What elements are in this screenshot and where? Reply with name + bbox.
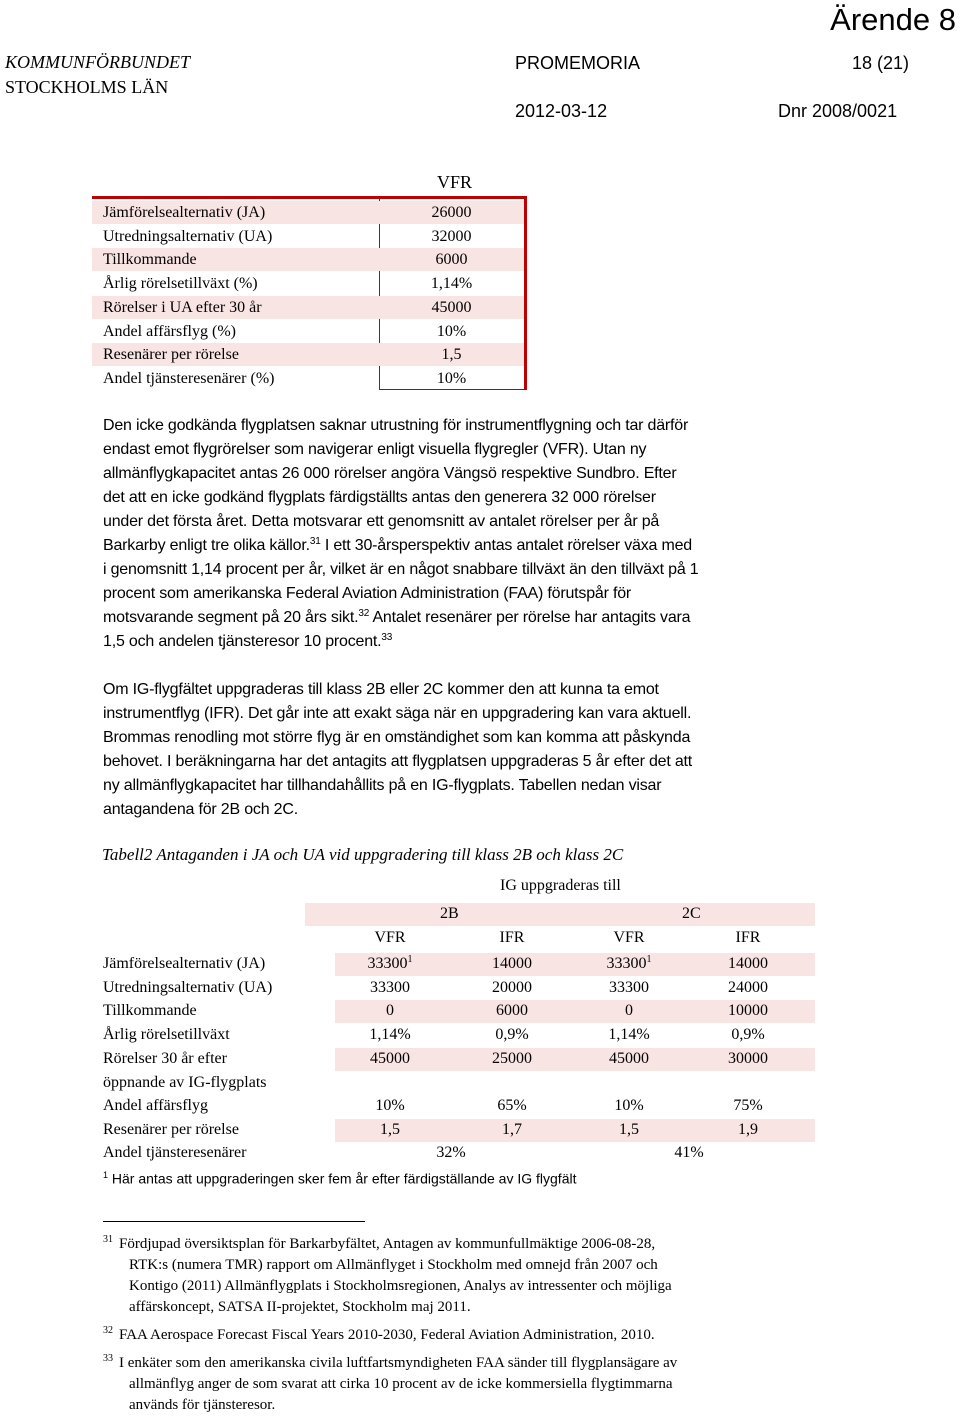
table-row bbox=[92, 248, 524, 272]
agenda-item-label: Ärende 8 bbox=[830, 2, 956, 37]
vfr-assumptions-table bbox=[92, 170, 528, 392]
column-header: IFR bbox=[735, 929, 761, 946]
table-caption: Tabell2 Antaganden i JA och UA vid uppgradering till klass 2B och klass 2C bbox=[102, 845, 624, 864]
footnote-line: I enkäter som den amerikanska civila luftfartsmyndigheten FAA sänder till flygplansägare av bbox=[119, 1355, 678, 1371]
paragraph-line bbox=[103, 630, 823, 654]
table-cell bbox=[570, 1050, 688, 1068]
table-row bbox=[92, 343, 524, 367]
footnote-ref: 1 bbox=[407, 954, 413, 965]
page-number: 18 (21) bbox=[852, 53, 910, 73]
paragraph-line: endast emot flygrörelser som navigerar enligt visuella flygregler (VFR). Utan ny bbox=[103, 441, 647, 458]
cell-value: 1,5 bbox=[380, 1120, 400, 1138]
table-cell bbox=[689, 1121, 807, 1139]
table-cell bbox=[331, 1050, 449, 1068]
row-label: Resenärer per rörelse bbox=[103, 346, 239, 364]
merged-cell: 41% bbox=[674, 1144, 704, 1162]
class-2b-header: 2B bbox=[440, 905, 459, 922]
table-row bbox=[92, 296, 524, 320]
table-cell bbox=[453, 1026, 571, 1044]
footnote-line: Fördjupad översiktsplan för Barkarbyfältet, Antagen av kommunfullmäktige 2006-08-28, bbox=[119, 1236, 656, 1252]
cell-value: 1,7 bbox=[502, 1120, 522, 1138]
table-cell bbox=[331, 1121, 449, 1139]
cell-value: 14000 bbox=[728, 955, 768, 972]
row-value: 10% bbox=[436, 322, 467, 340]
footnote-number: 31 bbox=[103, 1234, 113, 1245]
footnote-number: 33 bbox=[103, 1353, 113, 1364]
cell-value: 30000 bbox=[728, 1049, 768, 1067]
row-label: Tillkommande bbox=[103, 251, 197, 269]
footnote-ref-33[interactable]: 33 bbox=[381, 632, 393, 643]
document-reference: Dnr 2008/0021 bbox=[778, 101, 898, 121]
text-run: 1,5 och andelen tjänsteresor 10 procent. bbox=[103, 633, 382, 650]
paragraph-line bbox=[103, 606, 823, 630]
row-value: 32000 bbox=[431, 227, 472, 245]
table-cell bbox=[453, 1050, 571, 1068]
row-value: 45000 bbox=[431, 298, 472, 316]
paragraph-line: allmänflygkapacitet antas 26 000 rörelser angöra Vängsö respektive Sundbro. Efter bbox=[103, 465, 677, 482]
row-label: Tillkommande bbox=[103, 1002, 197, 1020]
table-row bbox=[92, 272, 524, 296]
row-label: Utredningsalternativ (UA) bbox=[103, 978, 273, 996]
cell-value: 75% bbox=[733, 1096, 763, 1114]
row-label: Andel affärsflyg bbox=[103, 1096, 208, 1114]
paragraph-vfr-assumptions bbox=[103, 414, 823, 654]
row-label: Årlig rörelsetillväxt (%) bbox=[103, 275, 258, 293]
cell-value: 33300 bbox=[370, 978, 410, 996]
footnote-ref-32[interactable]: 32 bbox=[358, 608, 370, 619]
table-cell bbox=[689, 1097, 807, 1115]
group-header: IG uppgraderas till bbox=[500, 877, 621, 894]
cell-value: 10% bbox=[614, 1096, 644, 1114]
footnote-ref-31[interactable]: 31 bbox=[309, 536, 321, 547]
row-value: 1,14% bbox=[430, 275, 473, 293]
table-cell bbox=[689, 955, 807, 973]
table-cell bbox=[453, 1121, 571, 1139]
paragraph-line: Om IG-flygfältet uppgraderas till klass 2B eller 2C kommer den att kunna ta emot bbox=[103, 681, 659, 698]
row-label: Andel tjänsteresenärer bbox=[103, 1144, 247, 1162]
paragraph-line: i genomsnitt 1,14 procent per år, vilket är en något snabbare tillväxt än den tillväxt på 1 bbox=[103, 561, 699, 578]
paragraph-line: behovet. I beräkningarna har det antagits att flygplatsen uppgraderas 5 år efter det att bbox=[103, 753, 693, 770]
upgrade-assumptions-table bbox=[95, 875, 815, 1165]
document-type: PROMEMORIA bbox=[515, 53, 641, 73]
text-run: motsvarande segment på 20 års sikt. bbox=[103, 609, 359, 626]
row-label: Jämförelsealternativ (JA) bbox=[103, 955, 266, 972]
row-label: Jämförelsealternativ (JA) bbox=[103, 204, 266, 221]
cell-value: 20000 bbox=[492, 978, 532, 996]
footnote-separator bbox=[103, 1221, 365, 1222]
footnote-line: RTK:s (numera TMR) rapport om Allmänflyget i Stockholm med omnejd från 2007 och bbox=[129, 1257, 658, 1273]
row-label: Andel tjänsteresenärer (%) bbox=[103, 369, 275, 387]
table-cell bbox=[689, 1002, 807, 1020]
paragraph-line: instrumentflyg (IFR). Det går inte att exakt säga när en uppgradering kan vara aktuell. bbox=[103, 705, 692, 722]
column-header: VFR bbox=[374, 929, 406, 946]
cell-value: 1,14% bbox=[369, 1026, 411, 1044]
table-cell bbox=[689, 1026, 807, 1044]
row-value: 10% bbox=[436, 369, 467, 387]
row-value: 6000 bbox=[435, 251, 468, 269]
footnote-line: Kontigo (2011) Allmänflygplats i Stockholmsregionen, Analys av intressenter och möjliga bbox=[129, 1278, 672, 1294]
cell-value: 1,9 bbox=[738, 1120, 758, 1138]
table-cell bbox=[331, 955, 449, 973]
table-cell bbox=[331, 979, 449, 997]
cell-value: 24000 bbox=[728, 978, 768, 996]
table-cell bbox=[453, 1097, 571, 1115]
table-cell bbox=[331, 1002, 449, 1020]
cell-value: 33300 bbox=[367, 955, 408, 972]
row-label-continued: öppnande av IG-flygplats bbox=[103, 1073, 267, 1091]
row-label: Rörelser 30 år efter bbox=[103, 1049, 227, 1067]
table-cell bbox=[570, 979, 688, 997]
table-cell bbox=[331, 1026, 449, 1044]
table-cell bbox=[453, 979, 571, 997]
column-header: VFR bbox=[613, 929, 645, 946]
table-cell bbox=[689, 1050, 807, 1068]
table-row bbox=[92, 201, 524, 225]
table-cell bbox=[453, 955, 571, 973]
table-row bbox=[92, 225, 524, 249]
paragraph-line: ny allmänflygkapacitet har tillhandahållits på en IG-flygplats. Tabellen nedan visar bbox=[103, 777, 662, 794]
footnote-line: FAA Aerospace Forecast Fiscal Years 2010-2030, Federal Aviation Administration, 2010. bbox=[119, 1327, 655, 1343]
text-run: Antalet resenärer per rörelse har antagits vara bbox=[369, 609, 691, 626]
row-value: 26000 bbox=[431, 204, 472, 221]
row-label: Utredningsalternativ (UA) bbox=[103, 227, 273, 245]
cell-value: 0,9% bbox=[495, 1026, 529, 1044]
table-cell bbox=[453, 1002, 571, 1020]
paragraph-line: Den icke godkända flygplatsen saknar utrustning för instrumentflygning och tar därför bbox=[103, 417, 689, 434]
cell-value: 1,14% bbox=[608, 1026, 650, 1044]
cell-value: 10% bbox=[375, 1096, 405, 1114]
footnote-line: används för tjänsteresor. bbox=[129, 1397, 276, 1413]
row-label: Årlig rörelsetillväxt bbox=[103, 1026, 230, 1044]
cell-value: 45000 bbox=[609, 1049, 649, 1067]
paragraph-line bbox=[103, 534, 823, 558]
table-cell bbox=[689, 979, 807, 997]
row-value: 1,5 bbox=[441, 346, 462, 364]
row-label: Resenärer per rörelse bbox=[103, 1120, 239, 1138]
table-cell bbox=[331, 1097, 449, 1115]
document-date: 2012-03-12 bbox=[515, 101, 608, 121]
cell-value: 1,5 bbox=[619, 1120, 639, 1138]
cell-value: 10000 bbox=[728, 1002, 768, 1020]
cell-value: 25000 bbox=[492, 1049, 532, 1067]
table-cell bbox=[570, 1097, 688, 1115]
footnote-ref: 1 bbox=[646, 954, 652, 965]
organization-name-line2: STOCKHOLMS LÄN bbox=[5, 77, 169, 97]
text-run: I ett 30-årsperspektiv antas antalet rörelser växa med bbox=[320, 537, 692, 554]
table-cell bbox=[570, 955, 688, 973]
table-column-header: VFR bbox=[437, 172, 473, 192]
class-header-row bbox=[305, 903, 815, 926]
table-cell bbox=[570, 1026, 688, 1044]
merged-cell: 32% bbox=[436, 1144, 466, 1162]
table-cell bbox=[570, 1002, 688, 1020]
cell-value: 14000 bbox=[492, 955, 532, 972]
table-row bbox=[92, 320, 524, 344]
cell-value: 6000 bbox=[496, 1002, 528, 1020]
cell-value: 65% bbox=[497, 1096, 527, 1114]
paragraph-upgrade bbox=[103, 678, 823, 822]
footnote-marker: 1 bbox=[103, 1170, 109, 1180]
cell-value: 33300 bbox=[606, 955, 647, 972]
class-2c-header: 2C bbox=[682, 905, 701, 922]
paragraph-line: det att en icke godkänd flygplats färdigställts antas den generera 32 000 rörelser bbox=[103, 489, 656, 506]
footnote-number: 32 bbox=[103, 1325, 113, 1336]
cell-value: 45000 bbox=[370, 1049, 410, 1067]
text-run: Barkarby enligt tre olika källor. bbox=[103, 537, 310, 554]
footnote-text: Här antas att uppgraderingen sker fem år efter färdigställande av IG flygfält bbox=[108, 1170, 577, 1187]
row-label: Andel affärsflyg (%) bbox=[103, 322, 236, 340]
paragraph-line: procent som amerikanska Federal Aviation Administration (FAA) förutspår för bbox=[103, 585, 632, 602]
paragraph-line: Brommas renodling mot större flyg är en omständighet som kan komma att påskynda bbox=[103, 729, 691, 746]
cell-value: 33300 bbox=[609, 978, 649, 996]
table-cell bbox=[570, 1121, 688, 1139]
table-footnote bbox=[103, 1170, 576, 1187]
table-row bbox=[92, 367, 524, 391]
organization-name-line1: KOMMUNFÖRBUNDET bbox=[5, 52, 190, 72]
cell-value: 0 bbox=[625, 1002, 633, 1020]
table-right-border bbox=[524, 196, 527, 390]
column-header: IFR bbox=[499, 929, 525, 946]
cell-value: 0,9% bbox=[731, 1026, 765, 1044]
row-label: Rörelser i UA efter 30 år bbox=[103, 298, 262, 316]
paragraph-line: under det första året. Detta motsvarar ett genomsnitt av antalet rörelser per år på bbox=[103, 513, 660, 530]
paragraph-line: antagandena för 2B och 2C. bbox=[103, 801, 298, 818]
footnote-line: allmänflyg anger de som svarat att cirka 10 procent av de icke kommersiella flygtimmarna bbox=[129, 1376, 673, 1392]
footnote-line: affärskoncept, SATSA II-projektet, Stockholm maj 2011. bbox=[129, 1299, 471, 1315]
cell-value: 0 bbox=[386, 1002, 394, 1020]
